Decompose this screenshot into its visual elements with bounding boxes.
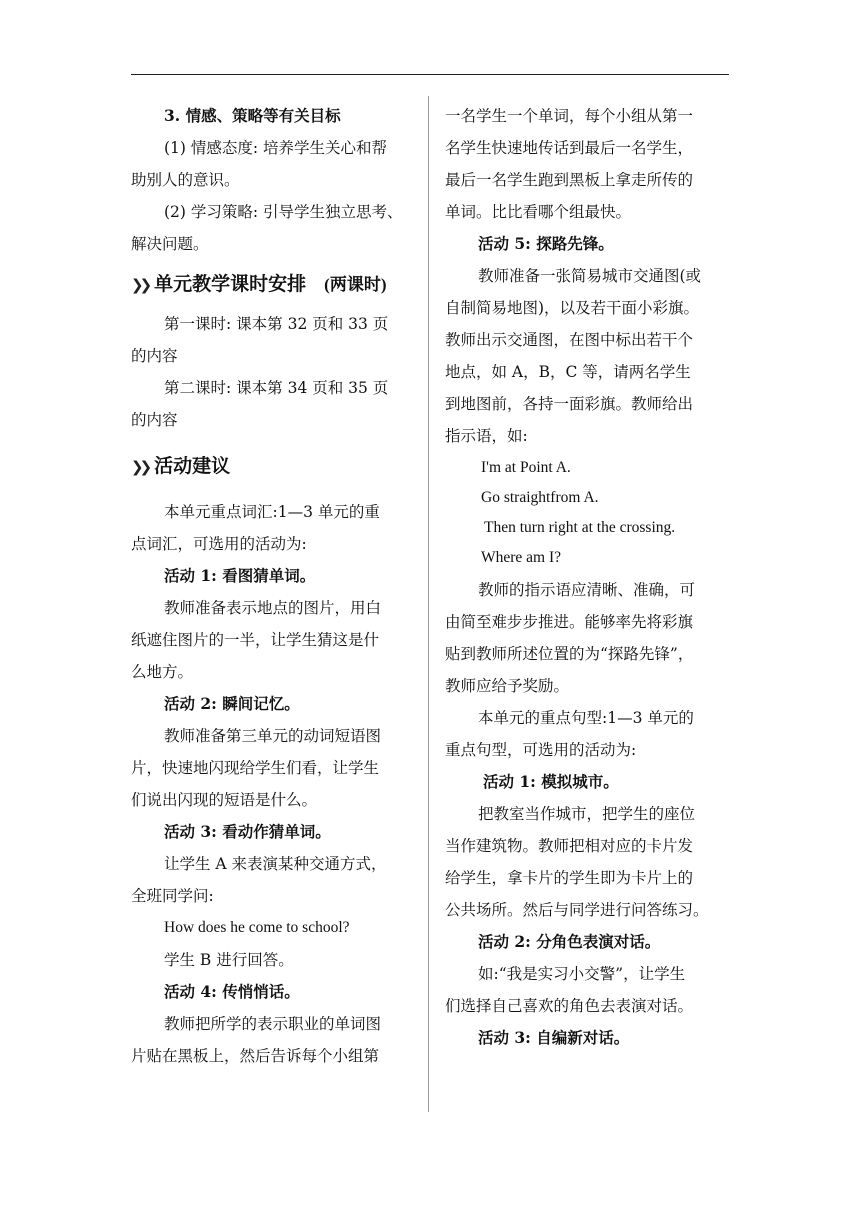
paragraph-line: 们说出闪现的短语是什么。 xyxy=(131,791,318,809)
paragraph-line: 教师把所学的表示职业的单词图 xyxy=(164,1015,382,1033)
paragraph-line: 学生 B 进行回答。 xyxy=(164,951,294,969)
header-rule xyxy=(131,74,729,75)
paragraph-line: 第一课时: 课本第 32 页和 33 页 xyxy=(164,315,389,333)
heading-text: 单元教学课时安排 xyxy=(154,273,307,295)
paragraph-line: 一名学生一个单词，每个小组从第一 xyxy=(445,107,694,125)
paragraph-line: 让学生 A 来表演某种交通方式， xyxy=(164,855,387,873)
paragraph-line: (2) 学习策略: 引导学生独立思考、 xyxy=(164,203,403,221)
activity-title: 活动 5: 探路先锋。 xyxy=(478,234,614,253)
paragraph-line: 的内容 xyxy=(131,347,178,365)
paragraph-line: 点词汇，可选用的活动为: xyxy=(131,535,307,553)
paragraph-line: 教师应给予奖励。 xyxy=(445,677,570,695)
paragraph-line: 公共场所。然后与同学进行问答练习。 xyxy=(445,901,709,919)
paragraph-line: 到地图前，各持一面彩旗。教师给出 xyxy=(445,395,694,413)
paragraph-line: 片，快速地闪现给学生们看，让学生 xyxy=(131,759,380,777)
section-title: 3. 情感、策略等有关目标 xyxy=(164,106,341,125)
paragraph-line: 片贴在黑板上，然后告诉每个小组第 xyxy=(131,1047,380,1065)
english-example: How does he come to school? xyxy=(164,919,350,936)
heading-text: 活动建议 xyxy=(154,455,231,477)
paragraph-line: 教师准备表示地点的图片，用白 xyxy=(164,599,382,617)
paragraph-line: 地点，如 A，B，C 等，请两名学生 xyxy=(445,363,691,381)
paragraph-line: 本单元重点词汇:1—3 单元的重 xyxy=(164,503,380,521)
paragraph-line: 最后一名学生跑到黑板上拿走所传的 xyxy=(445,171,694,189)
activity-title: 活动 1: 模拟城市。 xyxy=(483,772,619,791)
paragraph-line: 由简至难步步推进。能够率先将彩旗 xyxy=(445,613,694,631)
paragraph-line: 全班同学问: xyxy=(131,887,214,905)
paragraph-line: 教师准备第三单元的动词短语图 xyxy=(164,727,382,745)
paragraph-line: 如:“我是实习小交警”，让学生 xyxy=(478,965,686,983)
paragraph-line: 教师出示交通图，在图中标出若干个 xyxy=(445,331,694,349)
activity-title: 活动 1: 看图猜单词。 xyxy=(164,566,316,585)
activity-title: 活动 3: 看动作猜单词。 xyxy=(164,822,331,841)
double-chevron-icon: ❯❯ xyxy=(131,276,149,294)
paragraph-line: 么地方。 xyxy=(131,663,194,681)
paragraph-line: 单词。比比看哪个组最快。 xyxy=(445,203,632,221)
right-column xyxy=(445,100,731,1054)
paragraph-line: 本单元的重点句型:1—3 单元的 xyxy=(478,709,694,727)
activity-title: 活动 2: 瞬间记忆。 xyxy=(164,694,300,713)
double-chevron-icon: ❯❯ xyxy=(131,458,149,476)
paragraph-line: 纸遮住图片的一半，让学生猜这是什 xyxy=(131,631,380,649)
english-example: I'm at Point A. xyxy=(481,459,571,476)
paragraph-line: 贴到教师所述位置的为“探路先锋”， xyxy=(445,645,694,663)
paragraph-line: 教师准备一张简易城市交通图(或 xyxy=(478,267,702,285)
paragraph-line: 解决问题。 xyxy=(131,235,209,253)
paragraph-line: 第二课时: 课本第 34 页和 35 页 xyxy=(164,379,389,397)
activity-title: 活动 2: 分角色表演对话。 xyxy=(478,932,661,951)
left-column xyxy=(131,100,415,1072)
activity-title: 活动 3: 自编新对话。 xyxy=(478,1028,630,1047)
english-example: Then turn right at the crossing. xyxy=(484,519,676,536)
paragraph-line: 当作建筑物。教师把相对应的卡片发 xyxy=(445,837,694,855)
paragraph-line: 重点句型，可选用的活动为: xyxy=(445,741,637,759)
section-heading-schedule xyxy=(131,260,415,308)
english-example: Where am I? xyxy=(481,549,562,566)
paragraph-line: 的内容 xyxy=(131,411,178,429)
paragraph-line: 们选择自己喜欢的角色去表演对话。 xyxy=(445,997,694,1015)
paragraph-line: (1) 情感态度: 培养学生关心和帮 xyxy=(164,139,388,157)
paragraph-line: 指示语，如: xyxy=(445,427,528,445)
activity-title: 活动 4: 传悄悄话。 xyxy=(164,982,300,1001)
heading-note: (两课时) xyxy=(324,275,387,294)
paragraph-line: 助别人的意识。 xyxy=(131,171,240,189)
paragraph-line: 名学生快速地传话到最后一名学生， xyxy=(445,139,694,157)
paragraph-line: 自制简易地图)，以及若干面小彩旗。 xyxy=(445,299,700,317)
section-heading-activities xyxy=(131,442,415,490)
paragraph-line: 教师的指示语应清晰、准确，可 xyxy=(478,581,696,599)
column-divider xyxy=(428,96,429,1112)
paragraph-line: 把教室当作城市，把学生的座位 xyxy=(478,805,696,823)
paragraph-line: 给学生，拿卡片的学生即为卡片上的 xyxy=(445,869,694,887)
english-example: Go straightfrom A. xyxy=(481,489,599,506)
